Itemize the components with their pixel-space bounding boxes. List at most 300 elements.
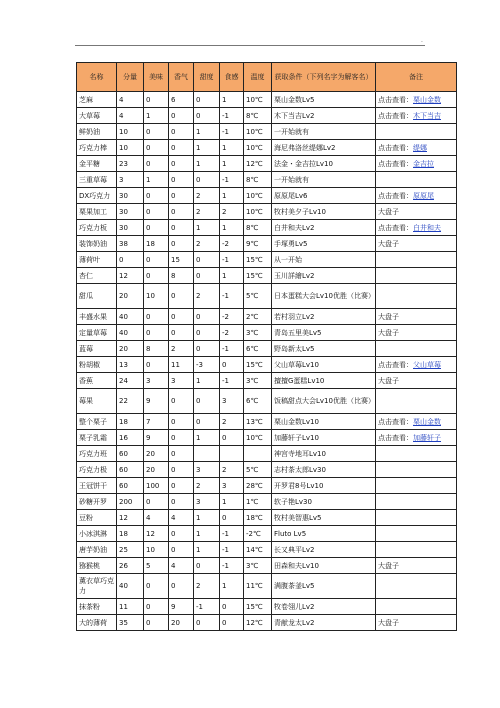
amount-cell: 22 [117, 389, 144, 414]
sweet-cell [194, 446, 220, 462]
sweet-cell: 2 [194, 204, 220, 220]
temp-cell: 8℃ [244, 108, 272, 124]
note-cell [376, 252, 457, 268]
table-row [77, 494, 457, 510]
temp-cell: 10℃ [244, 124, 272, 140]
texture-cell: 1 [220, 494, 244, 510]
note-cell [376, 414, 457, 430]
name-cell: 唐芋奶油 [77, 542, 117, 558]
table-row [77, 357, 457, 373]
note-cell [376, 558, 457, 574]
texture-cell: 2 [220, 204, 244, 220]
taste-cell: 0 [144, 615, 169, 631]
condition-cell: 若村羽立Lv2 [272, 309, 376, 325]
amount-cell: 10 [117, 140, 144, 156]
temp-cell: 10℃ [244, 204, 272, 220]
name-cell: 杏仁 [77, 268, 117, 284]
condition-cell: 青献龙太Lv2 [272, 615, 376, 631]
note-cell [376, 220, 457, 236]
texture-cell: 2 [220, 462, 244, 478]
condition-cell: 加藤轩子Lv10 [272, 430, 376, 446]
sweet-cell: -3 [194, 357, 220, 373]
amount-cell: 40 [117, 309, 144, 325]
temp-cell: 5℃ [244, 284, 272, 309]
amount-cell: 13 [117, 357, 144, 373]
name-cell: 大草莓 [77, 108, 117, 124]
texture-cell: 0 [220, 357, 244, 373]
sweet-cell: 1 [194, 542, 220, 558]
taste-cell: 0 [144, 124, 169, 140]
sweet-cell: 0 [194, 325, 220, 341]
condition-cell: 牧卷翎儿Lv2 [272, 599, 376, 615]
note-cell [376, 542, 457, 558]
texture-cell: -1 [220, 108, 244, 124]
taste-cell: 0 [144, 325, 169, 341]
condition-cell: 牧村美夕子Lv10 [272, 204, 376, 220]
taste-cell: 10 [144, 542, 169, 558]
condition-cell: 海尼弗洛丝缇娜Lv2 [272, 140, 376, 156]
amount-cell: 40 [117, 574, 144, 599]
condition-cell: 手塚勇Lv5 [272, 236, 376, 252]
aroma-cell: 0 [169, 462, 194, 478]
temp-cell: 18℃ [244, 510, 272, 526]
name-cell: 巧克力极 [77, 462, 117, 478]
column-header-condition: 获取条件（下列名字为解客名） [272, 63, 376, 92]
name-cell: 甜瓜 [77, 284, 117, 309]
note-cell [376, 124, 457, 140]
aroma-cell: 9 [169, 599, 194, 615]
aroma-cell: 15 [169, 252, 194, 268]
name-cell: 金平糖 [77, 156, 117, 172]
note-link[interactable]: 加藤轩子 [413, 433, 441, 442]
note-text: 大盘子 [378, 561, 399, 570]
taste-cell: 0 [144, 92, 169, 108]
temp-cell: 6℃ [244, 389, 272, 414]
temp-cell: 8℃ [244, 172, 272, 188]
sweet-cell: 2 [194, 284, 220, 309]
condition-cell: 栗山金数Lv5 [272, 92, 376, 108]
condition-cell: 开罗君8号Lv10 [272, 478, 376, 494]
table-row [77, 574, 457, 599]
note-text: 点击查看： [378, 111, 413, 120]
note-cell [376, 526, 457, 542]
amount-cell: 38 [117, 236, 144, 252]
amount-cell: 200 [117, 494, 144, 510]
temp-cell: 14℃ [244, 542, 272, 558]
note-cell [376, 615, 457, 631]
table-row [77, 341, 457, 357]
texture-cell: 0 [220, 430, 244, 446]
table-body [77, 92, 457, 631]
column-header-amount: 分量 [117, 63, 144, 92]
taste-cell: 0 [144, 599, 169, 615]
amount-cell: 60 [117, 478, 144, 494]
texture-cell: 2 [220, 414, 244, 430]
condition-cell: 青岛五里美Lv5 [272, 325, 376, 341]
name-cell: 蓝莓 [77, 341, 117, 357]
taste-cell: 1 [144, 108, 169, 124]
note-cell [376, 204, 457, 220]
taste-cell: 0 [144, 220, 169, 236]
condition-cell: 擅擅G蛋糕Lv10 [272, 373, 376, 389]
name-cell: 猕猴桃 [77, 558, 117, 574]
amount-cell: 4 [117, 108, 144, 124]
taste-cell: 3 [144, 373, 169, 389]
amount-cell: 0 [117, 252, 144, 268]
sweet-cell: 0 [194, 309, 220, 325]
taste-cell: 18 [144, 236, 169, 252]
note-cell [376, 389, 457, 414]
temp-cell: 10℃ [244, 188, 272, 204]
table-header-row [77, 63, 457, 92]
sweet-cell: 0 [194, 252, 220, 268]
taste-cell: 5 [144, 558, 169, 574]
aroma-cell: 0 [169, 204, 194, 220]
note-cell [376, 108, 457, 124]
name-cell: 粉胡椒 [77, 357, 117, 373]
sweet-cell: 0 [194, 268, 220, 284]
temp-cell: 2℃ [244, 309, 272, 325]
sweet-cell: 1 [194, 526, 220, 542]
temp-cell: 11℃ [244, 574, 272, 599]
taste-cell: 4 [144, 510, 169, 526]
note-text: 点击查看： [378, 143, 413, 152]
note-text: 点击查看： [378, 191, 413, 200]
texture-cell: 0 [220, 615, 244, 631]
aroma-cell: 0 [169, 140, 194, 156]
texture-cell: 1 [220, 156, 244, 172]
taste-cell: 12 [144, 526, 169, 542]
texture-cell: -1 [220, 542, 244, 558]
temp-cell: -2℃ [244, 526, 272, 542]
amount-cell: 30 [117, 220, 144, 236]
sweet-cell: 1 [194, 510, 220, 526]
amount-cell: 20 [117, 341, 144, 357]
name-cell: 栗子乳霜 [77, 430, 117, 446]
temp-cell: 3℃ [244, 373, 272, 389]
aroma-cell: 4 [169, 558, 194, 574]
table-row [77, 236, 457, 252]
aroma-cell: 0 [169, 526, 194, 542]
sweet-cell: 0 [194, 558, 220, 574]
amount-cell: 60 [117, 446, 144, 462]
condition-cell: 原原尾Lv6 [272, 188, 376, 204]
aroma-cell: 0 [169, 389, 194, 414]
texture-cell: -2 [220, 325, 244, 341]
sweet-cell: 0 [194, 389, 220, 414]
name-cell: 巧克力板 [77, 220, 117, 236]
amount-cell: 12 [117, 268, 144, 284]
table-row [77, 325, 457, 341]
note-text: 点击查看： [378, 417, 413, 426]
note-cell [376, 574, 457, 599]
amount-cell: 23 [117, 156, 144, 172]
condition-cell: 长又典平Lv2 [272, 542, 376, 558]
table-row [77, 462, 457, 478]
table-row [77, 220, 457, 236]
name-cell: DX巧克力 [77, 188, 117, 204]
texture-cell: -1 [220, 124, 244, 140]
texture-cell: 1 [220, 140, 244, 156]
aroma-cell: 8 [169, 268, 194, 284]
column-header-sweet: 甜度 [194, 63, 220, 92]
condition-cell: 满腹茶釜Lv5 [272, 574, 376, 599]
note-cell [376, 92, 457, 108]
table-row [77, 430, 457, 446]
texture-cell: -1 [220, 558, 244, 574]
sweet-cell: 3 [194, 494, 220, 510]
sweet-cell: 1 [194, 140, 220, 156]
name-cell: 巧克力班 [77, 446, 117, 462]
note-link[interactable]: 栗山金数 [413, 417, 441, 426]
note-cell [376, 156, 457, 172]
aroma-cell: 0 [169, 284, 194, 309]
aroma-cell: 0 [169, 188, 194, 204]
temp-cell: 28℃ [244, 478, 272, 494]
column-header-texture: 食感 [220, 63, 244, 92]
name-cell: 莓果 [77, 389, 117, 414]
taste-cell: 0 [144, 252, 169, 268]
taste-cell: 0 [144, 204, 169, 220]
temp-cell: 5℃ [244, 462, 272, 478]
texture-cell: 1 [220, 220, 244, 236]
amount-cell: 10 [117, 124, 144, 140]
note-text: 点击查看： [378, 433, 413, 442]
aroma-cell: 20 [169, 615, 194, 631]
table-row [77, 108, 457, 124]
condition-cell: 栗山金数Lv10 [272, 414, 376, 430]
header-rule [75, 45, 425, 46]
taste-cell: 20 [144, 462, 169, 478]
name-cell: 丰盛水果 [77, 309, 117, 325]
column-header-taste: 美味 [144, 63, 169, 92]
condition-cell: 一开始就有 [272, 172, 376, 188]
temp-cell: 10℃ [244, 430, 272, 446]
aroma-cell: 4 [169, 510, 194, 526]
name-cell: 巧克力棒 [77, 140, 117, 156]
amount-cell: 60 [117, 462, 144, 478]
aroma-cell: 0 [169, 542, 194, 558]
temp-cell: 10℃ [244, 140, 272, 156]
sweet-cell: 2 [194, 574, 220, 599]
name-cell: 栗果加工 [77, 204, 117, 220]
note-link[interactable]: 白井和夫 [413, 223, 441, 232]
condition-cell: 软子艳Lv30 [272, 494, 376, 510]
note-text: 大盘子 [378, 618, 399, 627]
table-row [77, 252, 457, 268]
amount-cell: 16 [117, 430, 144, 446]
amount-cell: 4 [117, 92, 144, 108]
name-cell: 王冠饼干 [77, 478, 117, 494]
name-cell: 豆粉 [77, 510, 117, 526]
name-cell: 定量草莓 [77, 325, 117, 341]
sweet-cell: 0 [194, 92, 220, 108]
texture-cell: 3 [220, 478, 244, 494]
temp-cell: 8℃ [244, 220, 272, 236]
note-cell [376, 140, 457, 156]
texture-cell: -1 [220, 526, 244, 542]
aroma-cell: 0 [169, 108, 194, 124]
table-row [77, 389, 457, 414]
aroma-cell: 0 [169, 494, 194, 510]
aroma-cell: 0 [169, 156, 194, 172]
table-row [77, 309, 457, 325]
table-row [77, 373, 457, 389]
aroma-cell: 0 [169, 309, 194, 325]
table-row [77, 510, 457, 526]
sweet-cell: 2 [194, 188, 220, 204]
aroma-cell: 6 [169, 92, 194, 108]
column-header-aroma: 香气 [169, 63, 194, 92]
temp-cell: 13℃ [244, 414, 272, 430]
texture-cell: 1 [220, 574, 244, 599]
texture-cell: 0 [220, 510, 244, 526]
note-cell [376, 236, 457, 252]
texture-cell: 1 [220, 188, 244, 204]
note-link[interactable]: 父山草莓 [413, 360, 441, 369]
temp-cell: 6℃ [244, 341, 272, 357]
temp-cell: 9℃ [244, 236, 272, 252]
taste-cell: 0 [144, 357, 169, 373]
table-row [77, 188, 457, 204]
taste-cell: 1 [144, 172, 169, 188]
texture-cell: -2 [220, 236, 244, 252]
aroma-cell: 0 [169, 430, 194, 446]
temp-cell: 3℃ [244, 558, 272, 574]
name-cell: 芝麻 [77, 92, 117, 108]
note-cell [376, 172, 457, 188]
sweet-cell: 1 [194, 156, 220, 172]
temp-cell: 15℃ [244, 268, 272, 284]
table-row [77, 558, 457, 574]
aroma-cell: 0 [169, 220, 194, 236]
aroma-cell: 11 [169, 357, 194, 373]
table-row [77, 204, 457, 220]
note-cell [376, 494, 457, 510]
note-cell [376, 309, 457, 325]
amount-cell: 35 [117, 615, 144, 631]
ingredient-table [76, 62, 457, 631]
taste-cell: 0 [144, 494, 169, 510]
condition-cell: 日本蛋糕大会Lv10优胜（比赛） [272, 284, 376, 309]
taste-cell: 8 [144, 341, 169, 357]
note-cell [376, 284, 457, 309]
condition-cell: 田森和夫Lv10 [272, 558, 376, 574]
aroma-cell: 2 [169, 341, 194, 357]
note-link[interactable]: 原原尾 [413, 191, 434, 200]
note-cell [376, 373, 457, 389]
condition-cell: 志村茶太郎Lv30 [272, 462, 376, 478]
name-cell: 抹茶粉 [77, 599, 117, 615]
note-cell [376, 430, 457, 446]
note-cell [376, 188, 457, 204]
temp-cell: 15℃ [244, 357, 272, 373]
condition-cell: 神宫寺地耳Lv10 [272, 446, 376, 462]
sweet-cell: 1 [194, 430, 220, 446]
name-cell: 香蕉 [77, 373, 117, 389]
amount-cell: 18 [117, 526, 144, 542]
taste-cell: 0 [144, 156, 169, 172]
note-text: 点击查看： [378, 360, 413, 369]
aroma-cell: 0 [169, 325, 194, 341]
sweet-cell: 0 [194, 615, 220, 631]
note-text: 大盘子 [378, 207, 399, 216]
taste-cell: 100 [144, 478, 169, 494]
taste-cell: 0 [144, 309, 169, 325]
amount-cell: 12 [117, 510, 144, 526]
sweet-cell: 1 [194, 220, 220, 236]
condition-cell: 野岛新太Lv5 [272, 341, 376, 357]
name-cell: 薰衣草巧克力 [77, 574, 117, 599]
header-dot: . [421, 37, 423, 44]
taste-cell: 0 [144, 140, 169, 156]
condition-cell: 玉川詳繪Lv2 [272, 268, 376, 284]
aroma-cell: 0 [169, 414, 194, 430]
table-row [77, 268, 457, 284]
note-link[interactable]: 金吉拉 [413, 159, 434, 168]
note-cell [376, 341, 457, 357]
table-row [77, 124, 457, 140]
note-cell [376, 325, 457, 341]
name-cell: 薄荷叶 [77, 252, 117, 268]
taste-cell: 20 [144, 446, 169, 462]
temp-cell: 10℃ [244, 92, 272, 108]
table-row [77, 140, 457, 156]
note-text: 大盘子 [378, 376, 399, 385]
sweet-cell: 1 [194, 373, 220, 389]
sweet-cell: 2 [194, 478, 220, 494]
note-link[interactable]: 栗山金数 [413, 95, 441, 104]
amount-cell: 40 [117, 325, 144, 341]
aroma-cell: 0 [169, 124, 194, 140]
table-row [77, 446, 457, 462]
amount-cell: 20 [117, 284, 144, 309]
condition-cell: 一开始就有 [272, 124, 376, 140]
name-cell: 小冰淇淋 [77, 526, 117, 542]
aroma-cell: 0 [169, 478, 194, 494]
note-text: 大盘子 [378, 312, 399, 321]
texture-cell: 0 [220, 599, 244, 615]
table-row [77, 526, 457, 542]
amount-cell: 30 [117, 188, 144, 204]
note-text: 大盘子 [378, 239, 399, 248]
sweet-cell: -1 [194, 599, 220, 615]
note-text: 点击查看： [378, 95, 413, 104]
name-cell: 三重草莓 [77, 172, 117, 188]
note-link[interactable]: 木下当吉 [413, 111, 441, 120]
note-cell [376, 510, 457, 526]
note-cell [376, 357, 457, 373]
condition-cell: 白井和夫Lv2 [272, 220, 376, 236]
taste-cell: 0 [144, 574, 169, 599]
taste-cell: 0 [144, 268, 169, 284]
condition-cell: 从一开始 [272, 252, 376, 268]
condition-cell: 父山草莓Lv10 [272, 357, 376, 373]
amount-cell: 3 [117, 172, 144, 188]
note-cell [376, 462, 457, 478]
name-cell: 鲜奶油 [77, 124, 117, 140]
texture-cell: -2 [220, 309, 244, 325]
note-link[interactable]: 缇娜 [413, 143, 427, 152]
table-row [77, 284, 457, 309]
column-header-note: 备注 [376, 63, 457, 92]
texture-cell: -1 [220, 341, 244, 357]
amount-cell: 24 [117, 373, 144, 389]
temp-cell: 15℃ [244, 252, 272, 268]
sweet-cell: 2 [194, 236, 220, 252]
aroma-cell: 0 [169, 446, 194, 462]
sweet-cell: 0 [194, 341, 220, 357]
